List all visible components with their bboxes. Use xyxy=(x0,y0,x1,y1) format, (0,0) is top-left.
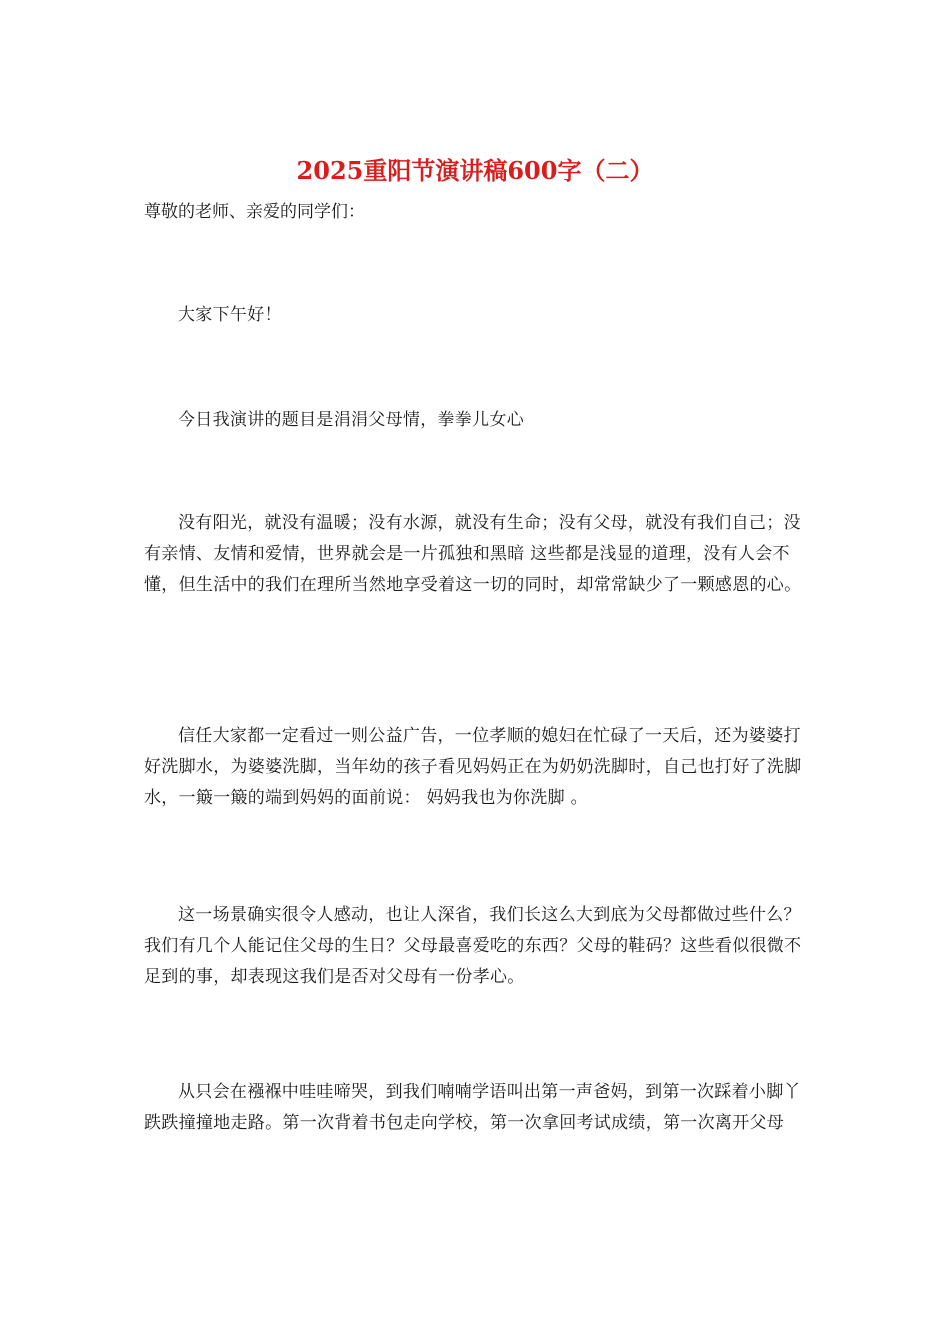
paragraph-advertisement: 信任大家都一定看过一则公益广告，一位孝顺的媳妇在忙碌了一天后，还为婆婆打好洗脚水，为婆婆洗脚，当年幼的孩子看见妈妈正在为奶奶洗脚时，自己也打好了洗脚水，一簸一簸的端到妈妈的面前说： 妈妈我也为你洗脚 。 xyxy=(144,726,802,808)
salutation: 尊敬的老师、亲爱的同学们： xyxy=(144,202,365,222)
paragraph-topic: 今日我演讲的题目是涓涓父母情，拳拳儿女心 xyxy=(178,410,524,430)
paragraph-gratitude: 没有阳光，就没有温暖；没有水源，就没有生命；没有父母，就没有我们自己；没有亲情、友情和爱情，世界就会是一片孤独和黑暗 这些都是浅显的道理，没有人会不懂，但生活中的我们在理所当然地享受着这一切的同时，却常常缺少了一颗感恩的心。 xyxy=(144,513,802,595)
document-title: 2025重阳节演讲稿600字（二） xyxy=(296,156,654,185)
paragraph-greeting: 大家下午好！ xyxy=(178,305,282,325)
paragraph-growing-up: 从只会在襁褓中哇哇啼哭，到我们喃喃学语叫出第一声爸妈，到第一次踩着小脚丫跌跌撞撞地走路。第一次背着书包走向学校，第一次拿回考试成绩，第一次离开父母 xyxy=(144,1082,801,1133)
paragraph-reflection: 这一场景确实很令人感动，也让人深省，我们长这么大到底为父母都做过些什么？我们有几个人能记住父母的生日？父母最喜爱吃的东西？父母的鞋码？这些看似很微不足到的事，却表现这我们是否对父母有一份孝心。 xyxy=(144,905,802,987)
